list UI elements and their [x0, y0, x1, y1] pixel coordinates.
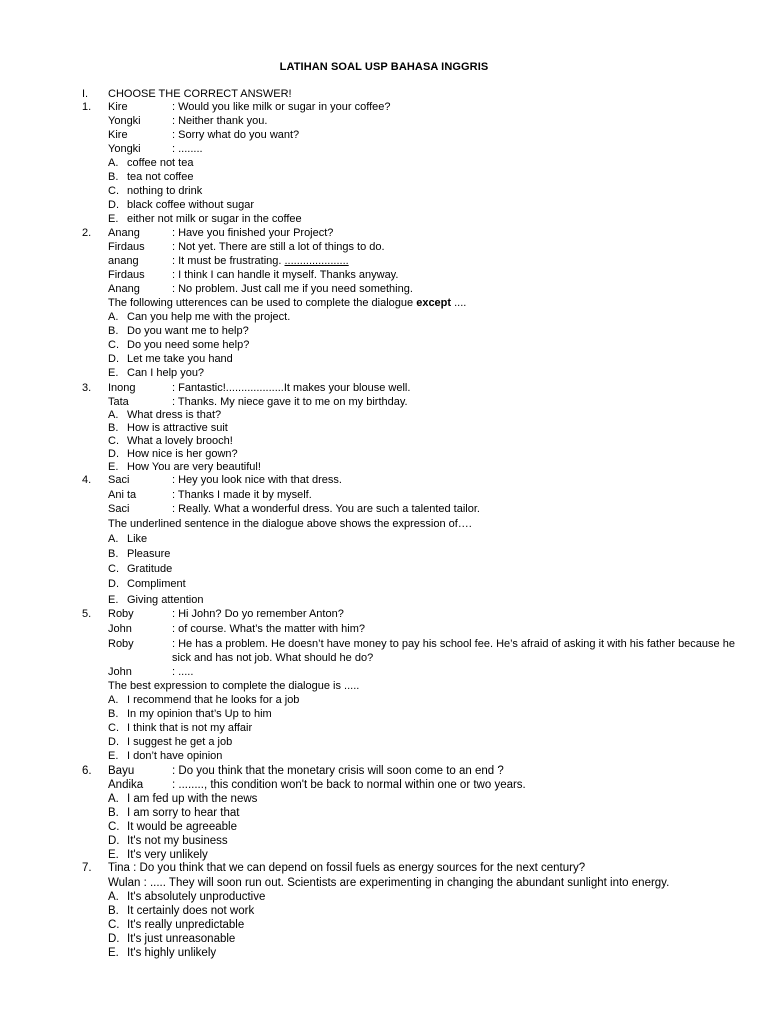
speaker: Andika — [108, 779, 144, 791]
dialogue-text: : He has a problem. He doesn’t have money to pay his school fee. He’s afraid of asking it with his father because he — [172, 638, 735, 650]
dialogue-text: : It must be frustrating. ..................... — [172, 255, 349, 267]
option-letter: A. — [108, 533, 119, 545]
option-text: How nice is her gown? — [127, 448, 238, 460]
option-letter: E. — [108, 367, 119, 379]
option-letter: B. — [108, 807, 119, 819]
dialogue-text: : Have you finished your Project? — [172, 227, 334, 239]
option-letter: E. — [108, 213, 119, 225]
speaker: Firdaus — [108, 241, 145, 253]
option-letter: E. — [108, 461, 119, 473]
option-letter: B. — [108, 708, 119, 720]
option-letter: C. — [108, 185, 119, 197]
option-text: coffee not tea — [127, 157, 194, 169]
option-letter: E. — [108, 947, 119, 959]
speaker: Firdaus — [108, 269, 145, 281]
option-text: Compliment — [127, 578, 186, 590]
option-letter: A. — [108, 891, 119, 903]
option-text: nothing to drink — [127, 185, 203, 197]
option-letter: D. — [108, 933, 120, 945]
dialogue-text: : ........, this condition won't be back to normal within one or two years. — [172, 779, 526, 791]
dialogue-text: : Hey you look nice with that dress. — [172, 474, 342, 486]
option-text: What a lovely brooch! — [127, 435, 233, 447]
option-text: I suggest he get a job — [127, 736, 233, 748]
dialogue-text: : of course. What’s the matter with him? — [172, 623, 365, 635]
dialogue-text: : Not yet. There are still a lot of things to do. — [172, 241, 385, 253]
speaker: Tata — [108, 396, 129, 408]
speaker: Saci — [108, 503, 130, 515]
option-letter: C. — [108, 821, 120, 833]
speaker: Kire — [108, 129, 128, 141]
option-text: It's highly unlikely — [127, 947, 217, 959]
dialogue-text: : ..... — [172, 666, 194, 678]
option-letter: E. — [108, 849, 119, 861]
dialogue-text-continued: sick and has not job. What should he do? — [172, 652, 374, 664]
option-text: It's just unreasonable — [127, 933, 236, 945]
speaker: Bayu — [108, 765, 135, 777]
option-text: Do you want me to help? — [127, 325, 249, 337]
dialogue-text: : ........ — [172, 143, 203, 155]
option-text: black coffee without sugar — [127, 199, 254, 211]
option-letter: A. — [108, 409, 119, 421]
dialogue-text: : Fantastic!...................It makes your blouse well. — [172, 382, 411, 394]
dialogue-text: : I think I can handle it myself. Thanks anyway. — [172, 269, 399, 281]
option-text: Can you help me with the project. — [127, 311, 291, 323]
option-letter: A. — [108, 311, 119, 323]
dialogue-text: : Sorry what do you want? — [172, 129, 300, 141]
option-text: Gratitude — [127, 563, 173, 575]
blank-underline: ..................... — [284, 255, 349, 267]
option-letter: E. — [108, 750, 119, 762]
option-letter: D. — [108, 448, 119, 460]
option-text: It certainly does not work — [127, 905, 255, 917]
speaker: Saci — [108, 474, 130, 486]
speaker: anang — [108, 255, 139, 267]
option-text: It would be agreeable — [127, 821, 237, 833]
speaker: John — [108, 666, 132, 678]
option-letter: D. — [108, 199, 119, 211]
option-text: What dress is that? — [127, 409, 222, 421]
question-prompt: The following utterences can be used to complete the dialogue except .... — [108, 297, 467, 309]
dialogue-text: : Would you like milk or sugar in your coffee? — [172, 101, 391, 113]
option-letter: B. — [108, 905, 119, 917]
option-text: Let me take you hand — [127, 353, 233, 365]
speaker: Inong — [108, 382, 136, 394]
dialogue-text: : Thanks. My niece gave it to me on my birthday. — [172, 396, 408, 408]
option-text: Giving attention — [127, 594, 204, 606]
section-number: I. — [82, 88, 89, 100]
option-text: It's not my business — [127, 835, 228, 847]
option-text: It's very unlikely — [127, 849, 208, 861]
option-letter: B. — [108, 422, 119, 434]
option-text: It's absolutely unproductive — [127, 891, 266, 903]
speaker: Yongki — [108, 143, 141, 155]
option-letter: D. — [108, 835, 120, 847]
speaker: Anang — [108, 283, 140, 295]
dialogue-text: : Thanks I made it by myself. — [172, 489, 312, 501]
dialogue-text: : Do you think that the monetary crisis will soon come to an end ? — [172, 765, 504, 777]
section-label: CHOOSE THE CORRECT ANSWER! — [108, 88, 292, 100]
question-number: 1. — [82, 101, 92, 113]
option-letter: A. — [108, 793, 119, 805]
speaker: Anang — [108, 227, 140, 239]
dialogue-line: Tina : Do you think that we can depend on fossil fuels as energy sources for the next century? — [108, 862, 586, 874]
option-letter: E. — [108, 594, 119, 606]
speaker: Roby — [108, 608, 134, 620]
question-number: 3. — [82, 382, 92, 394]
question-prompt: The best expression to complete the dialogue is ..... — [108, 680, 360, 692]
option-letter: B. — [108, 548, 119, 560]
option-text: It's really unpredictable — [127, 919, 245, 931]
speaker: Roby — [108, 638, 134, 650]
speaker: Yongki — [108, 115, 141, 127]
question-number: 2. — [82, 227, 92, 239]
dialogue-text: : Neither thank you. — [172, 115, 268, 127]
question-number: 4. — [82, 474, 92, 486]
speaker: Ani ta — [108, 489, 137, 501]
option-letter: C. — [108, 563, 119, 575]
option-text: I am fed up with the news — [127, 793, 258, 805]
option-text: Can I help you? — [127, 367, 205, 379]
option-text: tea not coffee — [127, 171, 194, 183]
option-text: I am sorry to hear that — [127, 807, 240, 819]
option-letter: B. — [108, 171, 119, 183]
option-text: I recommend that he looks for a job — [127, 694, 300, 706]
question-prompt: The underlined sentence in the dialogue above shows the expression of…. — [108, 518, 472, 530]
option-text: Like — [127, 533, 148, 545]
dialogue-line: Wulan : ..... They will soon run out. Scientists are experimenting in changing the abundant sunlight into energy. — [108, 877, 670, 889]
option-letter: C. — [108, 339, 119, 351]
option-letter: A. — [108, 694, 119, 706]
question-number: 7. — [82, 862, 92, 874]
option-letter: A. — [108, 157, 119, 169]
option-letter: C. — [108, 722, 119, 734]
option-text: How You are very beautiful! — [127, 461, 261, 473]
option-text: I don’t have opinion — [127, 750, 223, 762]
dialogue-text: : Hi John? Do yo remember Anton? — [172, 608, 344, 620]
question-number: 6. — [82, 765, 92, 777]
dialogue-text: : No problem. Just call me if you need something. — [172, 283, 413, 295]
option-text: either not milk or sugar in the coffee — [127, 213, 302, 225]
dialogue-text: : Really. What a wonderful dress. You are such a talented tailor. — [172, 503, 480, 515]
option-text: Do you need some help? — [127, 339, 250, 351]
option-text: How is attractive suit — [127, 422, 228, 434]
option-letter: D. — [108, 578, 119, 590]
option-letter: D. — [108, 353, 119, 365]
option-letter: C. — [108, 435, 119, 447]
speaker: Kire — [108, 101, 128, 113]
option-letter: C. — [108, 919, 120, 931]
option-letter: D. — [108, 736, 119, 748]
option-text: I think that is not my affair — [127, 722, 253, 734]
option-text: Pleasure — [127, 548, 171, 560]
option-letter: B. — [108, 325, 119, 337]
option-text: In my opinion that’s Up to him — [127, 708, 272, 720]
document-title: LATIHAN SOAL USP BAHASA INGGRIS — [279, 61, 489, 73]
question-number: 5. — [82, 608, 92, 620]
speaker: John — [108, 623, 132, 635]
